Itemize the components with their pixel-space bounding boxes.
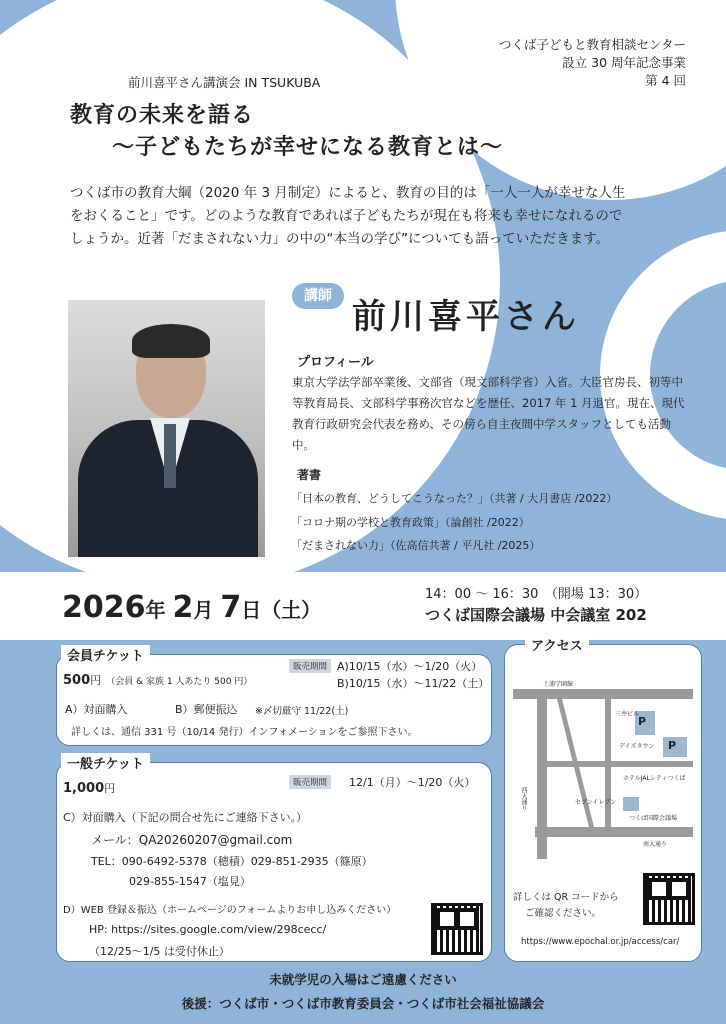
- access-url[interactable]: https://www.epochal.or.jp/access/car/: [521, 937, 680, 947]
- general-price: [63, 777, 115, 796]
- organizer-info: [499, 36, 686, 90]
- access-panel: [504, 639, 702, 962]
- map-label-epochal: つくば国際会議場: [629, 815, 678, 822]
- footer-sponsors: 後援：つくば市・つくば市教育委員会・つくば市社会福祉協議会: [181, 996, 545, 1011]
- title-main: 教育の未来を語る: [70, 103, 255, 128]
- general-ticket-label: 一般チケット: [61, 753, 150, 772]
- sale-period-badge: 販売期間: [289, 659, 331, 673]
- member-option-b-note: ※〆切厳守 11/22(土): [255, 706, 349, 717]
- date-day-suffix: 日: [241, 598, 262, 622]
- member-price-note: （会員 & 家族 1 人あたり 500 円）: [106, 677, 253, 687]
- contact-mail[interactable]: メール：QA20260207@gmail.com: [91, 833, 293, 847]
- member-period-b: B)10/15（水）～11/22（土）: [337, 677, 490, 690]
- date-month-suffix: 月: [193, 598, 214, 622]
- holiday-note: （12/25～1/5 は受付休止）: [89, 945, 230, 958]
- access-label: アクセス: [525, 635, 589, 654]
- lecturer-tag: 講師: [292, 283, 344, 309]
- date-year: 2026: [62, 590, 146, 625]
- profile-heading: プロフィール: [297, 355, 374, 370]
- edition-line: 第 4 回: [645, 73, 686, 88]
- map-label-mitsui: 三井ビル: [615, 711, 640, 718]
- event-time: 14：00 ～ 16：30 （開場 13：30）: [425, 587, 648, 602]
- general-period: 12/1（月）～1/20（火）: [349, 776, 476, 789]
- event-venue: つくば国際会議場 中会議室 202: [425, 606, 647, 624]
- profile-text: 東京大学法学部卒業後、文部省（現文部科学省）入省。大臣官房長、初等中等教育局長、文部科学事務次官などを歴任、2017 年 1 月退官。現在、現代教育行政研究会代表を務め、その傍ら自主夜間中学スタッフとしても活動中。: [292, 375, 685, 452]
- registration-url[interactable]: HP: https://sites.google.com/view/298cecc/: [89, 923, 327, 936]
- title-sub: ～子どもたちが幸せになる教育とは～: [112, 135, 504, 160]
- anniversary-line: 設立 30 周年記念事業: [562, 55, 686, 70]
- books-heading: 著書: [297, 468, 322, 482]
- intro-text: つくば市の教育大綱（2020 年 3 月制定）によると、教育の目的は「一人一人が幸せな人生をおくること」です。どのような教育であれば子どもたちが現在も将来も幸せになれるのでしょうか。近著「だまされない力」の中の“本当の学び”についても語っていただきます。: [70, 185, 626, 247]
- access-map: [513, 679, 693, 859]
- book-item: 「だまされない力」（佐高信共著 / 平凡社 /2025）: [291, 539, 541, 552]
- lecture-name: 前川喜平さん講演会 IN TSUKUBA: [128, 75, 321, 90]
- sale-period-badge: 販売期間: [289, 775, 331, 789]
- date-day: 7: [220, 590, 242, 625]
- parking-icon: P: [668, 739, 677, 752]
- member-ticket-panel: [56, 649, 492, 746]
- general-option-c: C）対面購入（下記の問合せ先にご連絡下さい。）: [63, 811, 308, 824]
- lecturer-photo: [68, 300, 265, 557]
- map-label-minami: 南大通り: [643, 841, 668, 848]
- date-month: 2: [172, 590, 194, 625]
- general-option-d: D）WEB 登録＆振込（ホームページのフォームよりお申し込みください）: [63, 905, 397, 916]
- date-weekday: （土）: [261, 598, 322, 622]
- map-label-days: デイズタウン: [619, 743, 655, 750]
- general-ticket-panel: [56, 757, 492, 962]
- map-label-seven: セブンイレブン: [575, 799, 617, 806]
- member-price-unit: 円: [90, 674, 102, 687]
- registration-qr-code[interactable]: [431, 903, 483, 955]
- parking-icon: P: [638, 715, 647, 728]
- member-period-a: A)10/15（水）～1/20（火）: [337, 660, 483, 673]
- date-year-suffix: 年: [145, 598, 166, 622]
- member-option-b: B）郵便振込: [175, 703, 238, 716]
- general-price-value: 1,000: [63, 781, 105, 796]
- footer-notice: 未就学児の入場はご遠慮ください: [269, 972, 457, 987]
- qr-note-2: ご確認ください。: [525, 908, 602, 919]
- qr-note-1: 詳しくは QR コードから: [513, 892, 619, 903]
- lecturer-name: 前川喜平さん: [352, 297, 580, 337]
- map-label-hotel: ホテルJALシティつくば: [623, 775, 686, 782]
- contact-tel-2[interactable]: 029-855-1547（塩見）: [129, 875, 251, 888]
- organizer-line: つくば子どもと教育相談センター: [498, 37, 686, 52]
- event-date: [62, 590, 321, 625]
- member-detail: 詳しくは、通信 331 号（10/14 発行）インフォメーションをご参照下さい。: [71, 727, 418, 738]
- general-price-unit: 円: [104, 782, 116, 795]
- member-price-value: 500: [63, 673, 91, 688]
- member-ticket-label: 会員チケット: [61, 645, 150, 664]
- book-item: 「日本の教育、どうしてこうなった？」（共著 / 大月書店 /2022）: [291, 492, 618, 505]
- map-label-nishi: 西大通り: [520, 787, 527, 811]
- book-item: 「コロナ期の学校と教育政策」（論創社 /2022）: [291, 516, 530, 529]
- member-price: [63, 669, 252, 688]
- member-option-a: A）対面購入: [65, 703, 128, 716]
- access-qr-code[interactable]: [643, 873, 695, 925]
- contact-tel[interactable]: TEL：090-6492-5378（穂積）029-851-2935（篠原）: [91, 855, 373, 868]
- map-label-tsuchiura: 土浦学園線: [543, 681, 574, 688]
